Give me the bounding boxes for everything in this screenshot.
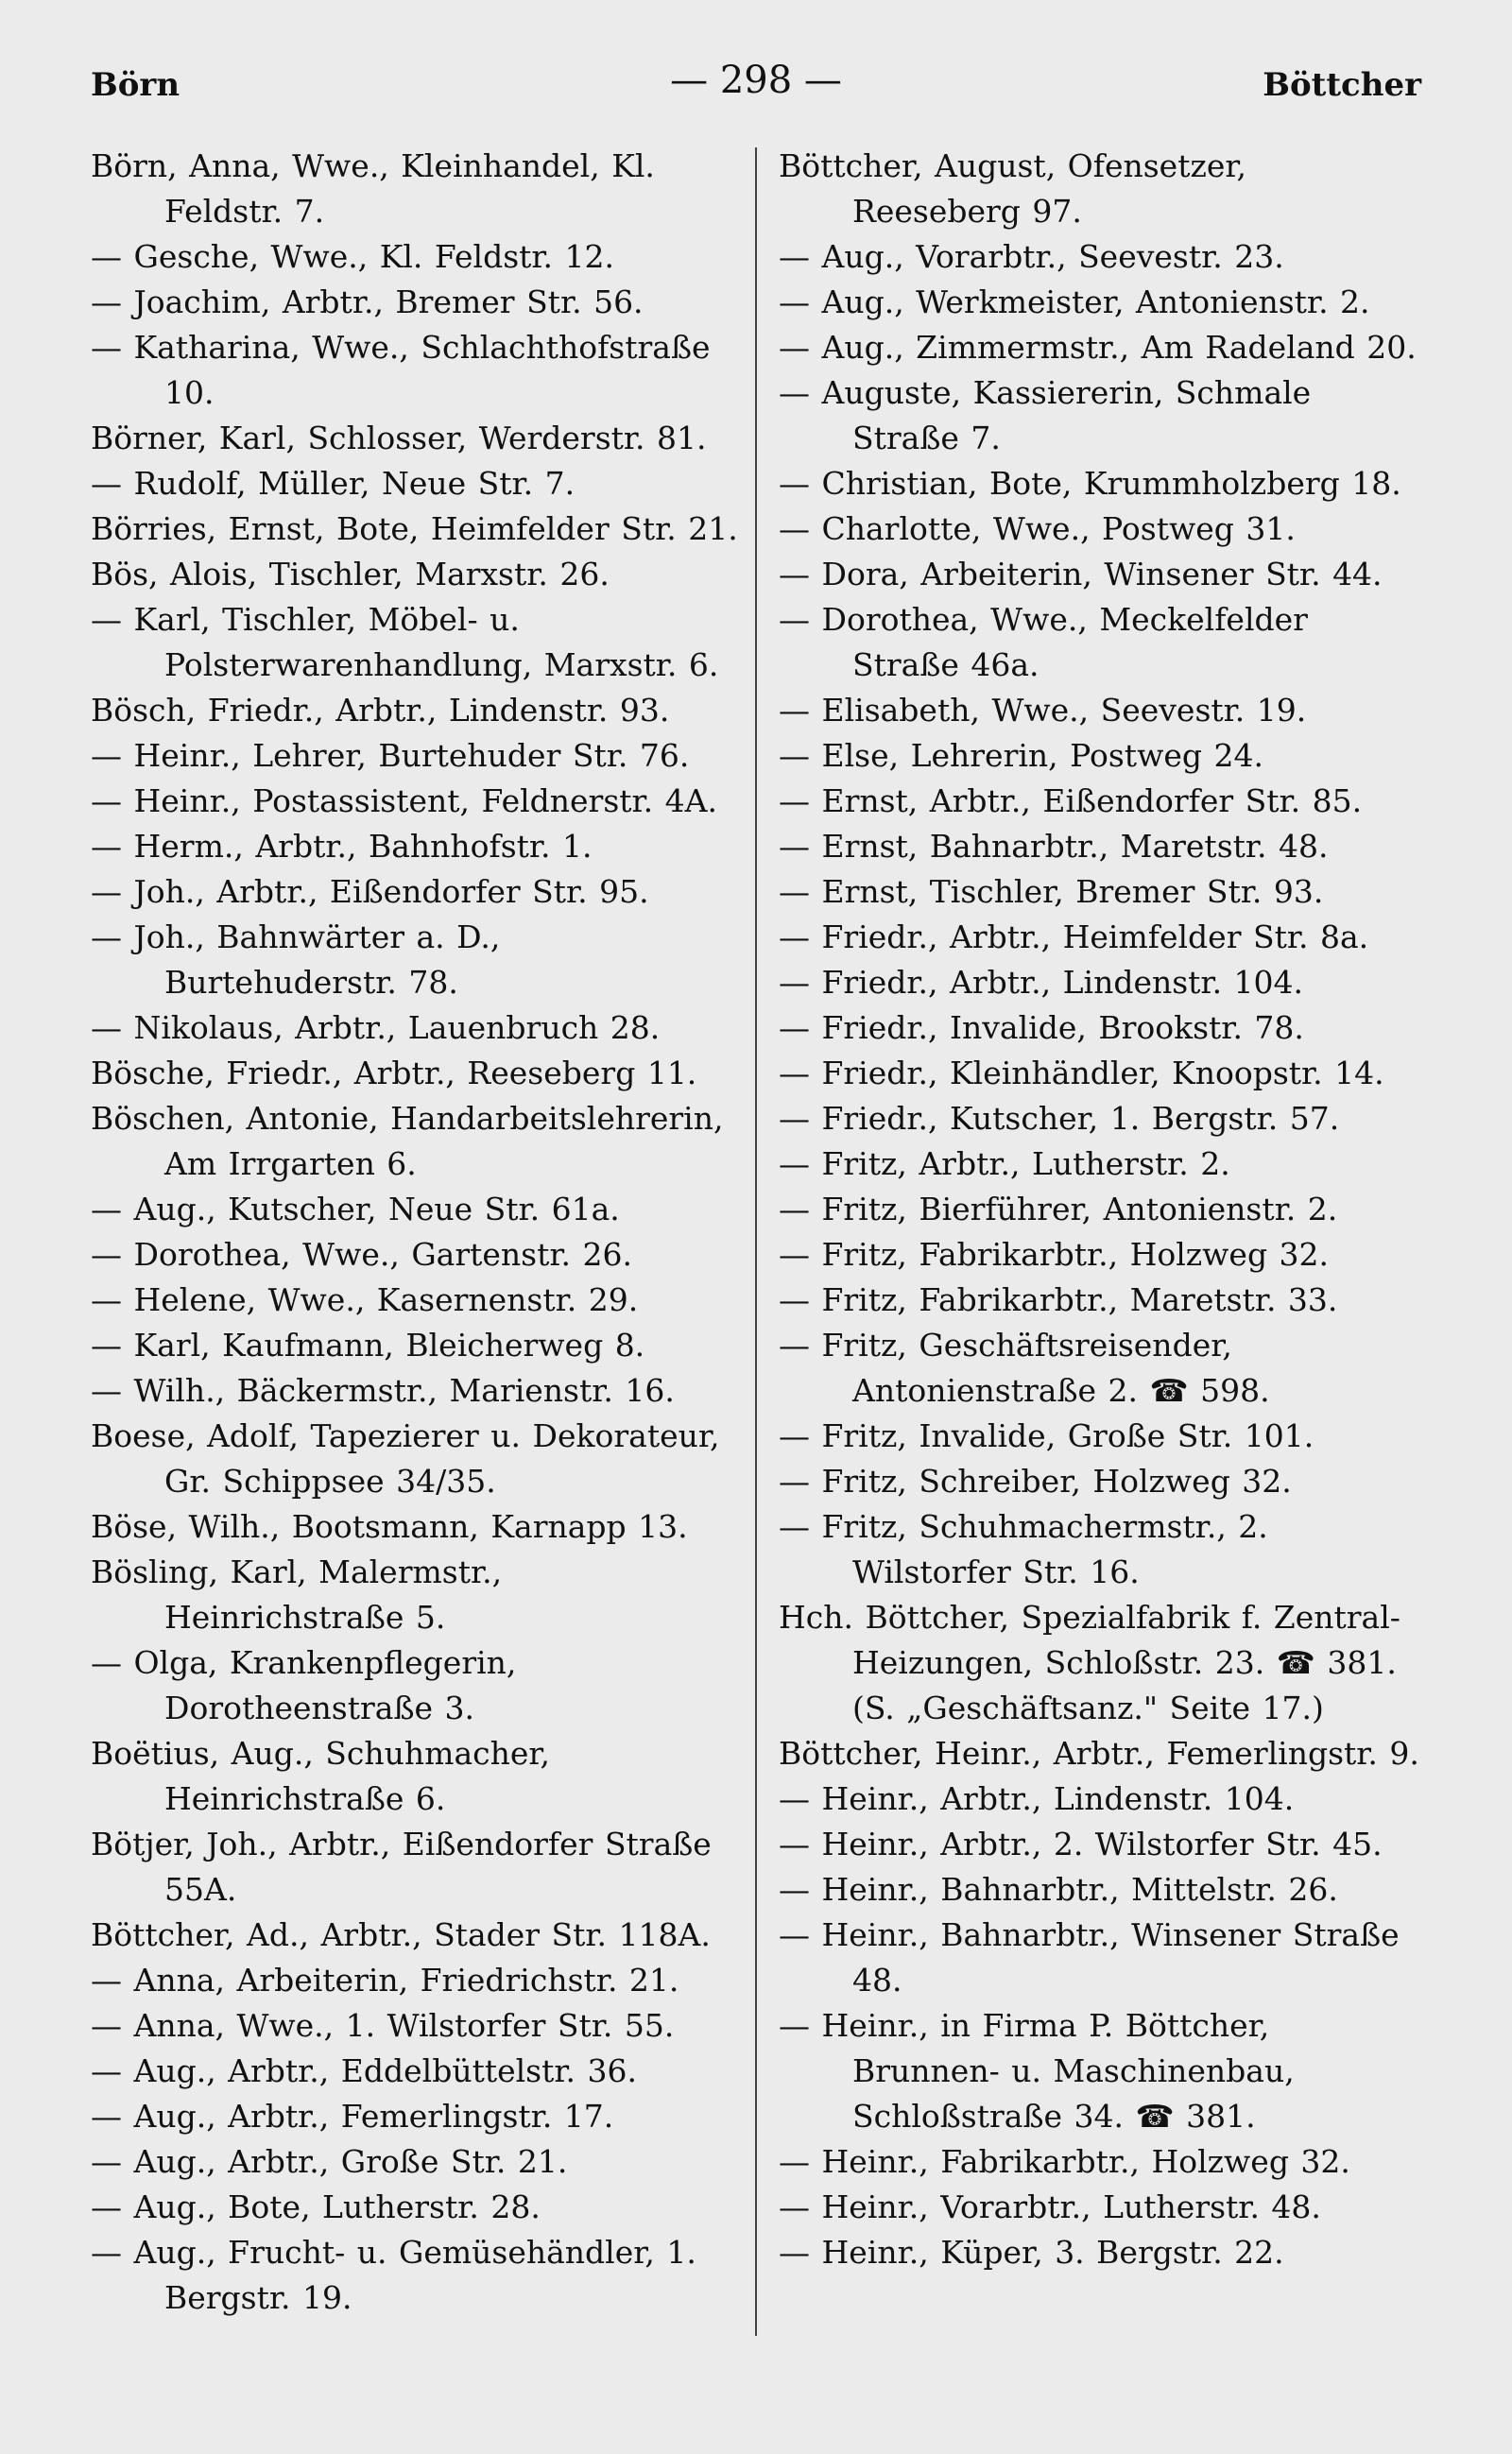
directory-entry: — Heinr., Vorarbtr., Lutherstr. 48. xyxy=(779,2188,1321,2225)
directory-entry: — Aug., Arbtr., Große Str. 21. xyxy=(91,2143,568,2180)
directory-entry: — Heinr., Bahnarbtr., Winsener Straße 48. xyxy=(779,1916,1400,1999)
directory-columns xyxy=(91,144,1421,2374)
directory-entry: — Heinr., Fabrikarbtr., Holzweg 32. xyxy=(779,2143,1350,2180)
directory-entry: — Fritz, Fabrikarbtr., Holzweg 32. xyxy=(779,1236,1330,1273)
directory-entry: Bösche, Friedr., Arbtr., Reeseberg 11. xyxy=(91,1055,697,1091)
directory-entry: — Helene, Wwe., Kasernenstr. 29. xyxy=(91,1281,639,1318)
directory-entry: Boëtius, Aug., Schuhmacher, Heinrichstraße 6. xyxy=(91,1735,551,1817)
directory-entry: Hch. Böttcher, Spezialfabrik f. Zentral-Heizungen, Schloßstr. 23. ☎ 381. (S. „Geschäftsanz." Seite 17.) xyxy=(779,1599,1400,1726)
directory-entry: — Fritz, Geschäftsreisender, Antonienstraße 2. ☎ 598. xyxy=(779,1327,1270,1409)
directory-entry: — Heinr., Postassistent, Feldnerstr. 4A. xyxy=(91,782,717,819)
directory-entry: Boese, Adolf, Tapezierer u. Dekorateur, Gr. Schippsee 34/35. xyxy=(91,1417,720,1500)
directory-entry: — Aug., Bote, Lutherstr. 28. xyxy=(91,2188,541,2225)
page-number: — 298 — xyxy=(670,59,842,102)
directory-entry: — Friedr., Kutscher, 1. Bergstr. 57. xyxy=(779,1100,1340,1137)
directory-entry: — Fritz, Arbtr., Lutherstr. 2. xyxy=(779,1145,1230,1182)
directory-entry: — Herm., Arbtr., Bahnhofstr. 1. xyxy=(91,828,593,865)
directory-entry: — Karl, Tischler, Möbel- u. Polsterwarenhandlung, Marxstr. 6. xyxy=(91,601,719,683)
directory-entry: Bötjer, Joh., Arbtr., Eißendorfer Straße 55A. xyxy=(91,1826,712,1908)
directory-entry: — Elisabeth, Wwe., Seevestr. 19. xyxy=(779,692,1307,729)
directory-entry: Böttcher, August, Ofensetzer, Reeseberg 97. xyxy=(779,147,1247,230)
directory-entry: — Heinr., Lehrer, Burtehuder Str. 76. xyxy=(91,737,690,774)
directory-entry: — Friedr., Kleinhändler, Knoopstr. 14. xyxy=(779,1055,1384,1091)
directory-entry: — Joh., Bahnwärter a. D., Burtehuderstr. 78. xyxy=(91,918,501,1001)
directory-entry: — Joachim, Arbtr., Bremer Str. 56. xyxy=(91,283,644,320)
directory-entry: — Rudolf, Müller, Neue Str. 7. xyxy=(91,465,576,502)
directory-entry: — Aug., Werkmeister, Antonienstr. 2. xyxy=(779,283,1370,320)
directory-entry: — Karl, Kaufmann, Bleicherweg 8. xyxy=(91,1327,645,1364)
header-left-keyword: Börn xyxy=(91,66,180,104)
directory-entry: — Heinr., Arbtr., 2. Wilstorfer Str. 45. xyxy=(779,1826,1383,1862)
header-right-keyword: Böttcher xyxy=(1263,66,1421,104)
directory-entry: — Aug., Vorarbtr., Seevestr. 23. xyxy=(779,238,1284,275)
directory-entry: — Fritz, Schuhmachermstr., 2. Wilstorfer Str. 16. xyxy=(779,1508,1268,1590)
directory-entry: — Friedr., Invalide, Brookstr. 78. xyxy=(779,1009,1304,1046)
directory-entry: — Auguste, Kassiererin, Schmale Straße 7. xyxy=(779,374,1312,456)
directory-entry: Böse, Wilh., Bootsmann, Karnapp 13. xyxy=(91,1508,688,1545)
directory-entry: — Anna, Wwe., 1. Wilstorfer Str. 55. xyxy=(91,2007,675,2044)
left-column xyxy=(91,144,756,2374)
directory-entry: — Ernst, Tischler, Bremer Str. 93. xyxy=(779,873,1324,910)
directory-entry: — Dorothea, Wwe., Gartenstr. 26. xyxy=(91,1236,632,1273)
directory-entry: — Ernst, Arbtr., Eißendorfer Str. 85. xyxy=(779,782,1363,819)
directory-entry: Böttcher, Heinr., Arbtr., Femerlingstr. 9. xyxy=(779,1735,1419,1772)
directory-entry: — Aug., Frucht- u. Gemüsehändler, 1. Bergstr. 19. xyxy=(91,2234,696,2316)
directory-entry: — Anna, Arbeiterin, Friedrichstr. 21. xyxy=(91,1962,679,1999)
directory-entry: — Gesche, Wwe., Kl. Feldstr. 12. xyxy=(91,238,615,275)
directory-entry: Börner, Karl, Schlosser, Werderstr. 81. xyxy=(91,420,707,456)
directory-entry: — Ernst, Bahnarbtr., Maretstr. 48. xyxy=(779,828,1329,865)
directory-entry: — Aug., Zimmermstr., Am Radeland 20. xyxy=(779,329,1417,366)
directory-entry: — Fritz, Invalide, Große Str. 101. xyxy=(779,1417,1314,1454)
directory-entry: — Nikolaus, Arbtr., Lauenbruch 28. xyxy=(91,1009,661,1046)
directory-entry: — Dora, Arbeiterin, Winsener Str. 44. xyxy=(779,556,1383,592)
directory-entry: — Heinr., in Firma P. Böttcher, Brunnen- u. Maschinenbau, Schloßstraße 34. ☎ 381. xyxy=(779,2007,1295,2135)
directory-entry: — Aug., Arbtr., Eddelbüttelstr. 36. xyxy=(91,2052,637,2089)
directory-entry: — Joh., Arbtr., Eißendorfer Str. 95. xyxy=(91,873,649,910)
directory-entry: — Heinr., Bahnarbtr., Mittelstr. 26. xyxy=(779,1871,1338,1908)
directory-entry: — Aug., Kutscher, Neue Str. 61a. xyxy=(91,1191,620,1227)
directory-entry: Bös, Alois, Tischler, Marxstr. 26. xyxy=(91,556,610,592)
directory-entry: Börn, Anna, Wwe., Kleinhandel, Kl. Feldstr. 7. xyxy=(91,147,655,230)
directory-entry: — Christian, Bote, Krummholzberg 18. xyxy=(779,465,1401,502)
directory-entry: — Olga, Krankenpflegerin, Dorotheenstraße 3. xyxy=(91,1644,517,1726)
directory-entry: — Dorothea, Wwe., Meckelfelder Straße 46a. xyxy=(779,601,1308,683)
right-column xyxy=(756,144,1421,2374)
directory-entry: — Fritz, Schreiber, Holzweg 32. xyxy=(779,1463,1292,1500)
directory-entry: — Fritz, Bierführer, Antonienstr. 2. xyxy=(779,1191,1338,1227)
page-header xyxy=(91,57,1421,144)
directory-entry: — Friedr., Arbtr., Heimfelder Str. 8a. xyxy=(779,918,1369,955)
directory-entry: — Charlotte, Wwe., Postweg 31. xyxy=(779,510,1296,547)
directory-entry: — Katharina, Wwe., Schlachthofstraße 10. xyxy=(91,329,711,411)
column-divider xyxy=(755,147,757,2336)
directory-entry: — Heinr., Küper, 3. Bergstr. 22. xyxy=(779,2234,1284,2271)
directory-entry: Börries, Ernst, Bote, Heimfelder Str. 21. xyxy=(91,510,738,547)
directory-entry: — Heinr., Arbtr., Lindenstr. 104. xyxy=(779,1780,1295,1817)
directory-entry: — Wilh., Bäckermstr., Marienstr. 16. xyxy=(91,1372,675,1409)
directory-entry: — Friedr., Arbtr., Lindenstr. 104. xyxy=(779,964,1304,1001)
directory-entry: Böttcher, Ad., Arbtr., Stader Str. 118A. xyxy=(91,1916,711,1953)
directory-entry: Böschen, Antonie, Handarbeitslehrerin, Am Irrgarten 6. xyxy=(91,1100,724,1182)
directory-entry: — Aug., Arbtr., Femerlingstr. 17. xyxy=(91,2098,614,2135)
directory-entry: Bösch, Friedr., Arbtr., Lindenstr. 93. xyxy=(91,692,670,729)
directory-entry: — Else, Lehrerin, Postweg 24. xyxy=(779,737,1263,774)
directory-entry: — Fritz, Fabrikarbtr., Maretstr. 33. xyxy=(779,1281,1338,1318)
directory-entry: Bösling, Karl, Malermstr., Heinrichstraße 5. xyxy=(91,1553,503,1636)
